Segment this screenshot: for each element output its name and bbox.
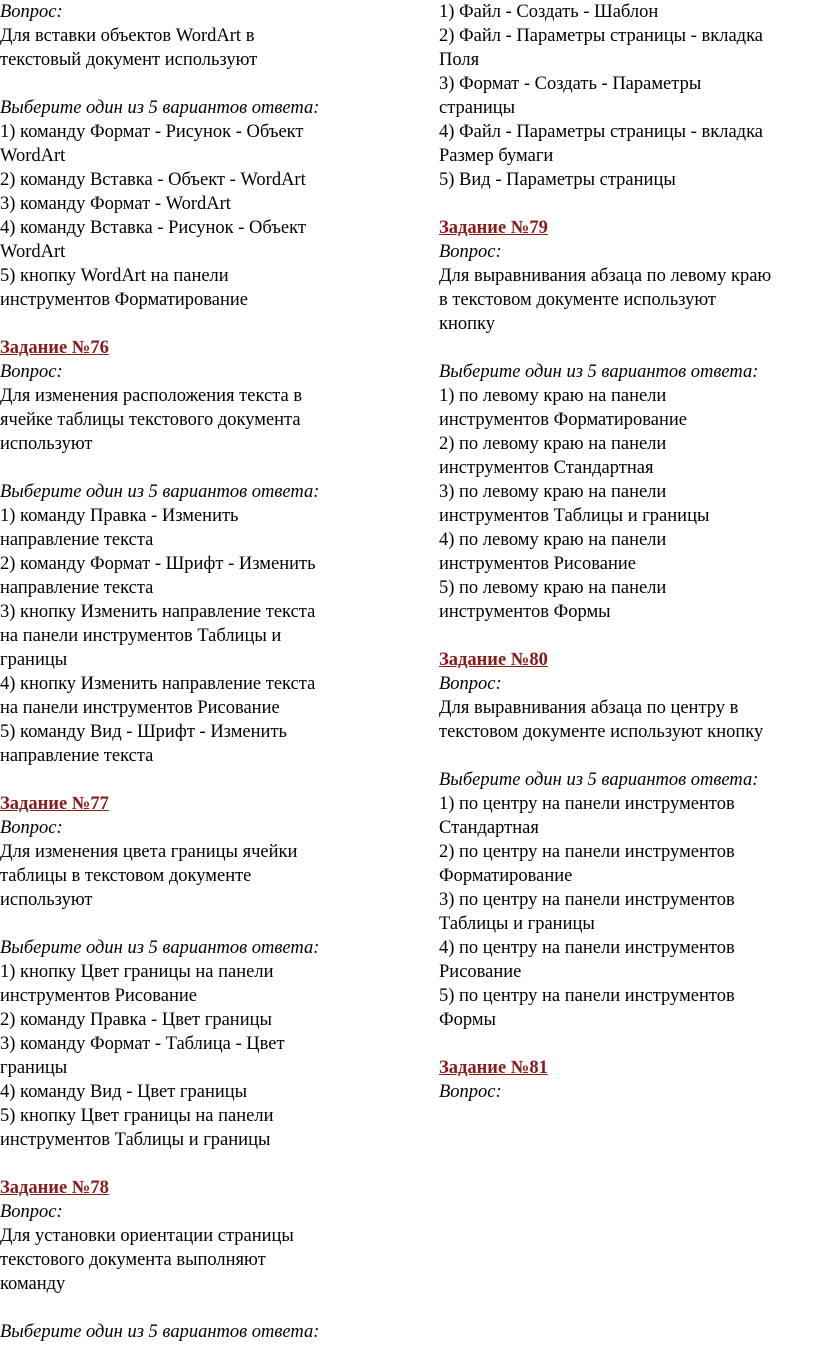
answer-prompt: Выберите один из 5 вариантов ответа:	[0, 98, 320, 118]
answer-option-line: 2) по левому краю на панели	[439, 434, 667, 454]
answer-option-line: 1) по левому краю на панели	[439, 386, 667, 406]
answer-option-line: 2) Файл - Параметры страницы - вкладка	[439, 26, 763, 46]
answer-option-line: 5) по левому краю на панели	[439, 578, 667, 598]
answer-option-line: на панели инструментов Рисование	[0, 698, 280, 718]
answer-option-line: 1) команду Правка - Изменить	[0, 506, 239, 526]
answer-option-line: страницы	[439, 98, 516, 118]
answer-option-line: 5) Вид - Параметры страницы	[439, 170, 676, 190]
answer-option-line: 5) кнопку WordArt на панели	[0, 266, 229, 286]
question-text-line: кнопку	[439, 314, 496, 334]
answer-option-line: направление текста	[0, 746, 154, 766]
answer-option-line: 4) кнопку Изменить направление текста	[0, 674, 316, 694]
answer-option-line: 4) команду Вид - Цвет границы	[0, 1082, 248, 1102]
answer-option-line: инструментов Форматирование	[0, 290, 248, 310]
question-text-line: Для изменения цвета границы ячейки	[0, 842, 298, 862]
question-text-line: Для установки ориентации страницы	[0, 1226, 294, 1246]
answer-option-line: 3) Формат - Создать - Параметры	[439, 74, 702, 94]
question-label: Вопрос:	[439, 242, 502, 262]
question-text-line: Для изменения расположения текста в	[0, 386, 303, 406]
answer-option-line: 5) команду Вид - Шрифт - Изменить	[0, 722, 287, 742]
answer-option-line: 1) кнопку Цвет границы на панели	[0, 962, 274, 982]
answer-option-line: 1) команду Формат - Рисунок - Объект	[0, 122, 304, 142]
task-title-80: Задание №80	[439, 650, 548, 670]
answer-prompt: Выберите один из 5 вариантов ответа:	[0, 482, 320, 502]
answer-option-line: Формы	[439, 1010, 496, 1030]
answer-option-line: 1) по центру на панели инструментов	[439, 794, 735, 814]
answer-option-line: Поля	[439, 50, 480, 70]
answer-option-line: WordArt	[0, 146, 66, 166]
answer-option-line: 3) по левому краю на панели	[439, 482, 667, 502]
answer-option-line: направление текста	[0, 530, 154, 550]
question-text-line: используют	[0, 434, 93, 454]
answer-option-line: инструментов Формы	[439, 602, 611, 622]
question-label: Вопрос:	[0, 1202, 63, 1222]
answer-option-line: инструментов Рисование	[439, 554, 636, 574]
answer-prompt: Выберите один из 5 вариантов ответа:	[0, 1322, 320, 1342]
question-label: Вопрос:	[439, 1082, 502, 1102]
answer-option-line: 2) команду Правка - Цвет границы	[0, 1010, 272, 1030]
question-label: Вопрос:	[439, 674, 502, 694]
answer-option-line: Стандартная	[439, 818, 539, 838]
question-label: Вопрос:	[0, 2, 63, 22]
question-label: Вопрос:	[0, 818, 63, 838]
answer-option-line: 4) команду Вставка - Рисунок - Объект	[0, 218, 306, 238]
answer-option-line: 3) по центру на панели инструментов	[439, 890, 735, 910]
answer-option-line: Таблицы и границы	[439, 914, 595, 934]
task-title-79: Задание №79	[439, 218, 548, 238]
answer-option-line: 2) команду Вставка - Объект - WordArt	[0, 170, 306, 190]
answer-option-line: Рисование	[439, 962, 522, 982]
question-text-line: Для выравнивания абзаца по левому краю	[439, 266, 772, 286]
question-label: Вопрос:	[0, 362, 63, 382]
answer-option-line: инструментов Таблицы и границы	[0, 1130, 271, 1150]
answer-option-line: инструментов Таблицы и границы	[439, 506, 710, 526]
answer-option-line: 4) Файл - Параметры страницы - вкладка	[439, 122, 763, 142]
answer-prompt: Выберите один из 5 вариантов ответа:	[0, 938, 320, 958]
answer-option-line: 3) кнопку Изменить направление текста	[0, 602, 316, 622]
answer-option-line: 2) команду Формат - Шрифт - Изменить	[0, 554, 316, 574]
answer-option-line: направление текста	[0, 578, 154, 598]
answer-option-line: 5) по центру на панели инструментов	[439, 986, 735, 1006]
answer-option-line: на панели инструментов Таблицы и	[0, 626, 282, 646]
question-text-line: текстовый документ используют	[0, 50, 258, 70]
answer-option-line: 4) по левому краю на панели	[439, 530, 667, 550]
answer-option-line: границы	[0, 650, 68, 670]
question-text-line: ячейке таблицы текстового документа	[0, 410, 301, 430]
question-text-line: в текстовом документе используют	[439, 290, 716, 310]
answer-prompt: Выберите один из 5 вариантов ответа:	[439, 770, 759, 790]
task-title-77: Задание №77	[0, 794, 109, 814]
answer-option-line: Форматирование	[439, 866, 573, 886]
question-text-line: команду	[0, 1274, 66, 1294]
question-text-line: текстовом документе используют кнопку	[439, 722, 764, 742]
answer-option-line: инструментов Стандартная	[439, 458, 654, 478]
answer-option-line: WordArt	[0, 242, 66, 262]
question-text-line: Для вставки объектов WordArt в	[0, 26, 255, 46]
left-column	[0, 0, 380, 1344]
question-text-line: таблицы в текстовом документе	[0, 866, 252, 886]
answer-option-line: 2) по центру на панели инструментов	[439, 842, 735, 862]
question-text-line: текстового документа выполняют	[0, 1250, 266, 1270]
task-title-81: Задание №81	[439, 1058, 548, 1078]
answer-option-line: 3) команду Формат - WordArt	[0, 194, 231, 214]
answer-option-line: 4) по центру на панели инструментов	[439, 938, 735, 958]
answer-option-line: границы	[0, 1058, 68, 1078]
answer-option-line: 3) команду Формат - Таблица - Цвет	[0, 1034, 285, 1054]
answer-option-line: инструментов Рисование	[0, 986, 197, 1006]
question-text-line: используют	[0, 890, 93, 910]
answer-option-line: Размер бумаги	[439, 146, 554, 166]
task-title-76: Задание №76	[0, 338, 109, 358]
answer-option-line: 5) кнопку Цвет границы на панели	[0, 1106, 274, 1126]
right-column	[439, 0, 816, 1104]
task-title-78: Задание №78	[0, 1178, 109, 1198]
answer-prompt: Выберите один из 5 вариантов ответа:	[439, 362, 759, 382]
question-text-line: Для выравнивания абзаца по центру в	[439, 698, 739, 718]
answer-option-line: инструментов Форматирование	[439, 410, 687, 430]
answer-option-line: 1) Файл - Создать - Шаблон	[439, 2, 659, 22]
